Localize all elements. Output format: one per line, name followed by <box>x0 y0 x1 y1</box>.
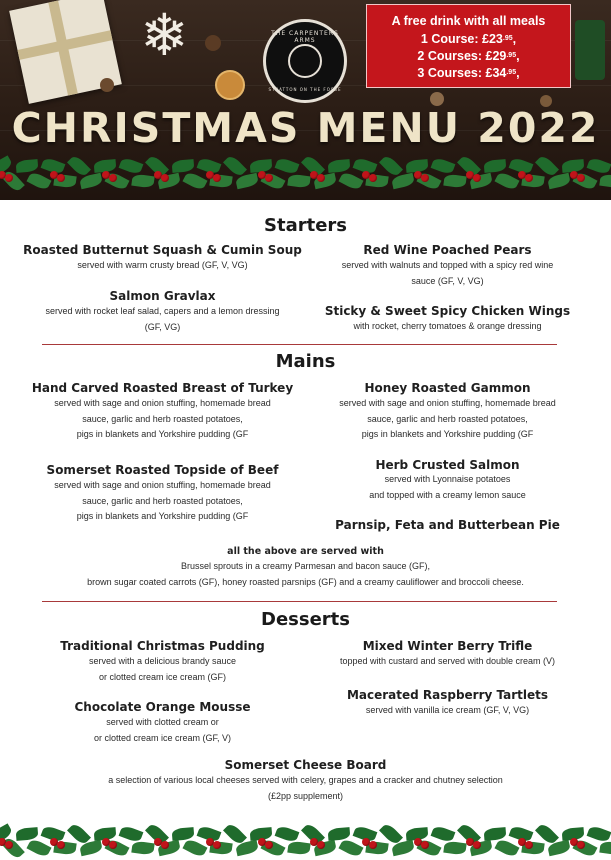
offer-box <box>366 4 571 88</box>
menu-item-desc: served with warm crusty bread (GF, V, VG) <box>77 260 248 270</box>
holly-berry-icon <box>57 841 65 849</box>
holly-garland-bottom <box>0 820 611 860</box>
holly-leaf-icon <box>338 838 363 859</box>
menu-item-title: Sticky & Sweet Spicy Chicken Wings <box>324 304 571 318</box>
price-line-3: 3 Courses: $£34^{.95}$, <box>417 66 520 80</box>
holly-berry-icon <box>577 841 585 849</box>
holly-berry-icon <box>5 841 13 849</box>
menu-item-title: Somerset Roasted Topside of Beef <box>46 463 279 477</box>
holly-leaf-icon <box>275 157 300 176</box>
holly-leaf-icon <box>599 174 611 189</box>
holly-berry-icon <box>577 174 585 182</box>
holly-berry-icon <box>161 841 169 849</box>
holly-berry-icon <box>265 841 273 849</box>
menu-item-title: Herb Crusted Salmon <box>375 458 520 472</box>
holly-leaf-icon <box>443 841 466 856</box>
menu-item-desc: served with a delicious brandy sauce or clotted cream ice cream (GF) <box>88 656 237 682</box>
holly-leaf-icon <box>391 173 415 189</box>
holly-leaf-icon <box>494 838 519 859</box>
section-divider <box>42 344 557 345</box>
holly-berry-icon <box>213 841 221 849</box>
holly-berry-icon <box>213 174 221 182</box>
menu-item-desc: served with sage and onion stuffing, homemade bread sauce, garlic and herb roasted potatoes, pigs in blankets and Yorkshire pudding (GF <box>339 398 556 439</box>
menu-item-title: Mixed Winter Berry Trifle <box>362 639 533 653</box>
menu-item-desc: served with Lyonnaise potatoes and topped with a creamy lemon sauce <box>369 474 526 500</box>
holly-leaf-icon <box>119 825 144 844</box>
holly-leaf-icon <box>443 174 466 189</box>
menu-item-title: Hand Carved Roasted Breast of Turkey <box>31 381 294 395</box>
price-line-2: 2 Courses: $£29^{.95}$, <box>417 49 520 63</box>
holly-leaf-icon <box>16 827 39 841</box>
offer-headline: A free drink with all meals <box>391 14 546 28</box>
sides-description: Brussel sprouts in a creamy Parmesan and bacon sauce (GF), brown sugar coated carrots (GF), honey roasted parsnips (GF) and a creamy cauliflower and broccoli cheese. <box>87 561 524 587</box>
holly-leaf-icon <box>431 157 456 176</box>
page-title: CHRISTMAS MENU 2022 <box>11 104 600 152</box>
holly-berry-icon <box>421 841 429 849</box>
holly-leaf-icon <box>287 841 310 856</box>
menu-item-desc: served with walnuts and topped with a spicy red wine sauce (GF, V, VG) <box>341 260 554 286</box>
holly-leaf-icon <box>275 825 300 844</box>
holly-berry-icon <box>525 841 533 849</box>
holly-leaf-icon <box>494 171 519 192</box>
menu-item-desc: served with sage and onion stuffing, homemade bread sauce, garlic and herb roasted potatoes, pigs in blankets and Yorkshire pudding (GF <box>54 480 271 521</box>
holly-leaf-icon <box>547 173 571 189</box>
nut-decoration <box>100 78 114 92</box>
menu-item-desc: served with clotted cream or or clotted cream ice cream (GF, V) <box>93 717 232 743</box>
holly-leaf-icon <box>26 171 51 192</box>
snowflake-icon: ❄ <box>140 1 189 69</box>
holly-leaf-icon <box>587 825 611 844</box>
holly-berry-icon <box>5 174 13 182</box>
menu-item-desc: a selection of various local cheeses served with celery, grapes and a cracker and chutney selection (£2pp supplement) <box>108 775 503 801</box>
orange-slice-decoration <box>215 70 245 100</box>
desserts-heading: Desserts <box>261 609 350 630</box>
menu-item-title: Macerated Raspberry Tartlets <box>346 688 549 702</box>
menu-item-title: Red Wine Poached Pears <box>363 243 532 257</box>
holly-berry-icon <box>473 841 481 849</box>
holly-leaf-icon <box>431 825 456 844</box>
holly-leaf-icon <box>182 171 207 192</box>
holly-leaf-icon <box>16 159 39 173</box>
menu-item-desc: topped with custard and served with double cream (V) <box>339 656 556 666</box>
mains-heading: Mains <box>275 351 336 372</box>
holly-leaf-icon <box>172 827 195 841</box>
logo-emblem-icon <box>288 44 322 78</box>
pine-branch-decoration <box>575 20 605 80</box>
menu-item-title: Roasted Butternut Squash & Cumin Soup <box>23 243 302 257</box>
holly-leaf-icon <box>131 841 154 856</box>
holly-leaf-icon <box>328 827 351 841</box>
logo-subtitle: STRATTON ON THE FOSSE <box>268 87 342 92</box>
holly-berry-icon <box>473 174 481 182</box>
holly-berry-icon <box>369 841 377 849</box>
holly-berry-icon <box>109 174 117 182</box>
starters-heading: Starters <box>264 215 347 236</box>
menu-item-title: Somerset Cheese Board <box>224 758 387 772</box>
holly-berry-icon <box>317 841 325 849</box>
holly-leaf-icon <box>484 159 507 173</box>
holly-leaf-icon <box>328 159 351 173</box>
menu-item-title: Honey Roasted Gammon <box>364 381 531 395</box>
holly-berry-icon <box>265 174 273 182</box>
holly-berry-icon <box>525 174 533 182</box>
holly-leaf-icon <box>79 173 103 189</box>
menu-item-desc: with rocket, cherry tomatoes & orange dressing <box>353 321 542 331</box>
menu-item-title: Parnsip, Feta and Butterbean Pie <box>335 518 560 532</box>
pub-logo <box>263 19 347 103</box>
holly-garland-top <box>0 150 611 196</box>
holly-berry-icon <box>57 174 65 182</box>
menu-item-title: Chocolate Orange Mousse <box>74 700 251 714</box>
sides-heading: all the above are served with <box>227 546 384 557</box>
holly-leaf-icon <box>235 173 259 189</box>
section-divider <box>42 601 557 602</box>
menu-item-desc: served with rocket leaf salad, capers and a lemon dressing (GF, VG) <box>45 306 280 332</box>
logo-name: THE CARPENTERS ARMS <box>271 30 339 44</box>
holly-leaf-icon <box>172 159 195 173</box>
holly-berry-icon <box>161 174 169 182</box>
menu-item-title: Salmon Gravlax <box>109 289 216 303</box>
holly-leaf-icon <box>119 157 144 176</box>
menu-item-desc: served with sage and onion stuffing, homemade bread sauce, garlic and herb roasted potatoes, pigs in blankets and Yorkshire pudding (GF <box>54 398 271 439</box>
menu-item-desc: served with vanilla ice cream (GF, V, VG) <box>365 705 530 715</box>
price-line-1: 1 Course: $£23^{.95}$, <box>420 32 517 46</box>
holly-leaf-icon <box>287 174 310 189</box>
holly-berry-icon <box>369 174 377 182</box>
menu-item-title: Traditional Christmas Pudding <box>60 639 265 653</box>
holly-leaf-icon <box>26 838 51 859</box>
holly-leaf-icon <box>182 838 207 859</box>
holly-leaf-icon <box>131 174 154 189</box>
holly-leaf-icon <box>484 827 507 841</box>
holly-berry-icon <box>421 174 429 182</box>
holly-berry-icon <box>317 174 325 182</box>
holly-leaf-icon <box>587 157 611 176</box>
nut-decoration <box>205 35 221 51</box>
holly-leaf-icon <box>599 841 611 856</box>
holly-leaf-icon <box>338 171 363 192</box>
holly-berry-icon <box>109 841 117 849</box>
